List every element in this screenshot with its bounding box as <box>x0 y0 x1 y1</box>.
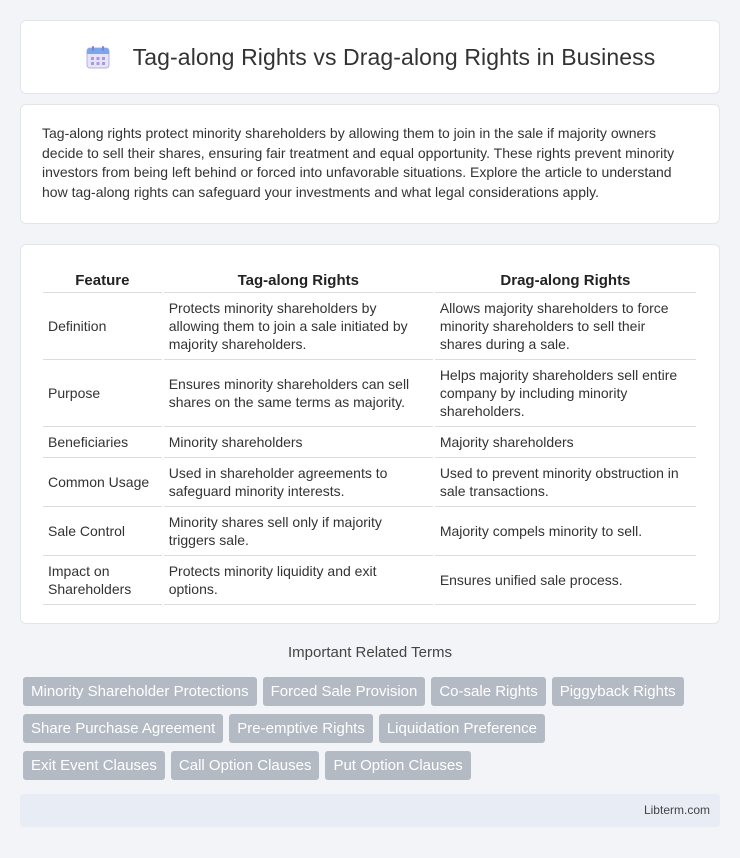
related-term-tag[interactable]: Pre-emptive Rights <box>229 714 373 743</box>
table-cell: Helps majority shareholders sell entire company by including minority shareholders. <box>435 360 696 427</box>
header-feature: Feature <box>43 265 162 293</box>
related-term-tag[interactable]: Exit Event Clauses <box>23 751 165 780</box>
related-term-tag[interactable]: Put Option Clauses <box>325 751 470 780</box>
table-cell: Used to prevent minority obstruction in sale transactions. <box>435 458 696 507</box>
intro-card <box>20 104 720 224</box>
table-row <box>43 360 696 427</box>
intro-text: Tag-along rights protect minority shareholders by allowing them to join in the sale if majority owners decide to sell their shares, ensuring fair treatment and equal opportunity. These rights prevent minority investors from being left behind or forced into unfavorable situations. Explore the article to understand how tag-along rights can safeguard your investments and what legal considerations apply. <box>42 125 675 200</box>
related-term-tag[interactable]: Piggyback Rights <box>552 677 684 706</box>
table-row <box>43 507 696 556</box>
table-header-row <box>43 265 696 293</box>
table-cell: Impact on Shareholders <box>43 556 162 605</box>
table-cell: Minority shareholders <box>164 427 433 458</box>
calendar-icon <box>85 44 111 70</box>
table-row <box>43 293 696 360</box>
related-term-tag[interactable]: Liquidation Preference <box>379 714 545 743</box>
footer-brand[interactable]: Libterm.com <box>643 803 710 817</box>
related-term-tag[interactable]: Co-sale Rights <box>431 677 545 706</box>
header-drag-along: Drag-along Rights <box>435 265 696 293</box>
table-cell: Allows majority shareholders to force minority shareholders to sell their shares during a sale. <box>435 293 696 360</box>
related-term-tag[interactable]: Call Option Clauses <box>171 751 320 780</box>
table-cell: Protects minority shareholders by allowing them to join a sale initiated by majority shareholders. <box>164 293 433 360</box>
table-cell: Majority compels minority to sell. <box>435 507 696 556</box>
table-cell: Beneficiaries <box>43 427 162 458</box>
table-cell: Ensures minority shareholders can sell shares on the same terms as majority. <box>164 360 433 427</box>
table-cell: Protects minority liquidity and exit options. <box>164 556 433 605</box>
page-title: Tag-along Rights vs Drag-along Rights in Business <box>132 43 656 70</box>
table-row <box>43 427 696 458</box>
table-cell: Ensures unified sale process. <box>435 556 696 605</box>
comparison-card <box>20 244 720 624</box>
table-cell: Used in shareholder agreements to safeguard minority interests. <box>164 458 433 507</box>
related-term-tag[interactable]: Minority Shareholder Protections <box>23 677 257 706</box>
table-cell: Sale Control <box>43 507 162 556</box>
table-cell: Purpose <box>43 360 162 427</box>
table-cell: Definition <box>43 293 162 360</box>
table-cell: Minority shares sell only if majority triggers sale. <box>164 507 433 556</box>
related-terms-title: Important Related Terms <box>288 644 452 661</box>
related-term-tag[interactable]: Forced Sale Provision <box>263 677 426 706</box>
table-cell: Common Usage <box>43 458 162 507</box>
related-terms-list <box>23 677 723 788</box>
table-cell: Majority shareholders <box>435 427 696 458</box>
table-row <box>43 556 696 605</box>
header-tag-along: Tag-along Rights <box>164 265 433 293</box>
related-term-tag[interactable]: Share Purchase Agreement <box>23 714 223 743</box>
footer <box>20 794 720 827</box>
title-card <box>20 20 720 94</box>
table-row <box>43 458 696 507</box>
comparison-table <box>41 265 698 605</box>
